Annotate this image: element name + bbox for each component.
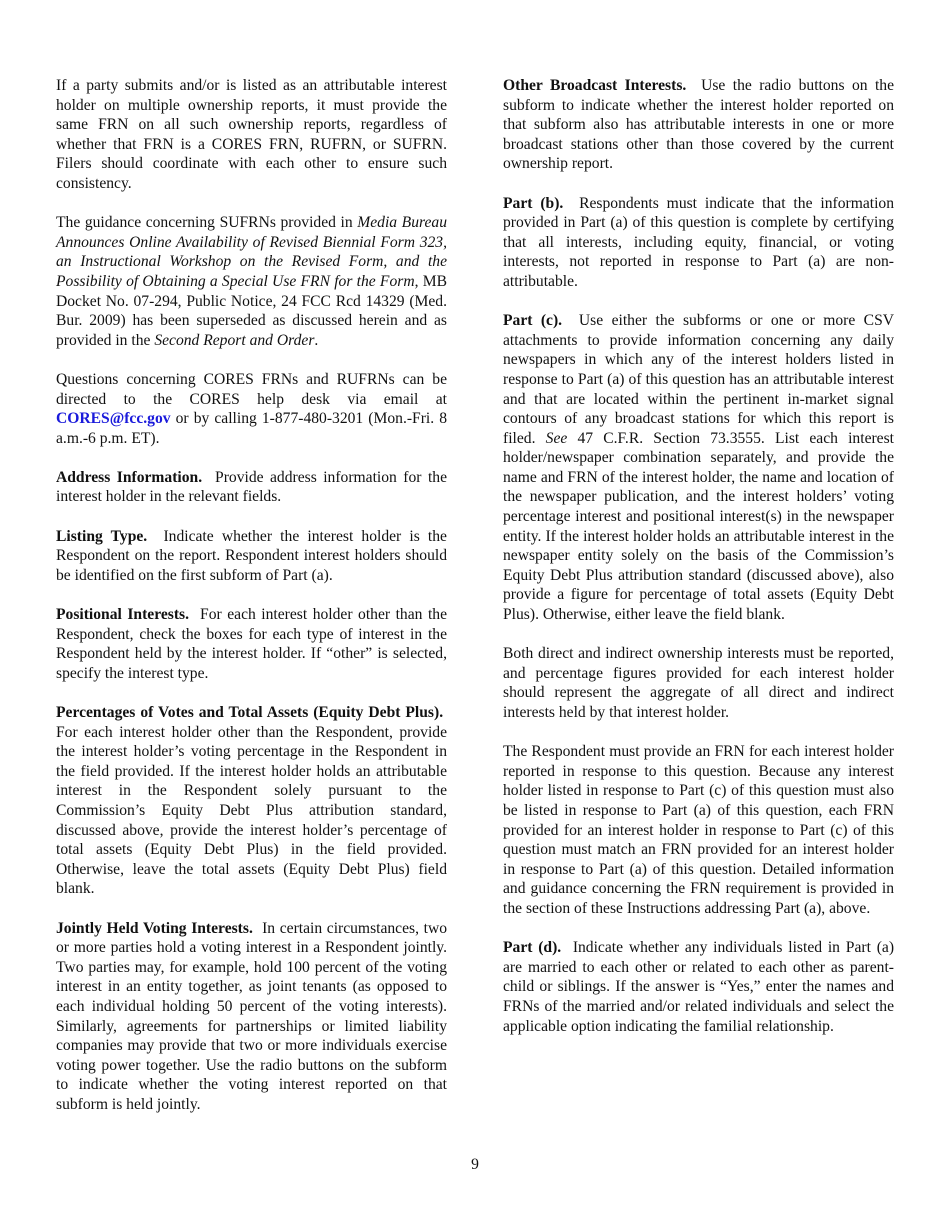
- heading-positional-interests: Positional Interests.: [56, 606, 190, 624]
- heading-part-c: Part (c).: [503, 312, 563, 330]
- paragraph-same-frn: If a party submits and/or is listed as an attributable interest holder on multiple ownership reports, it must provide the same FRN on all such ownership reports, regardless of whether that FRN is a CORES FRN, RUFRN, or SUFRN. Filers should coordinate with each other to ensure such consistency.: [56, 77, 447, 192]
- heading-listing-type: Listing Type.: [56, 527, 148, 545]
- see-signal: See: [545, 429, 568, 447]
- paragraph-frn-requirement: The Respondent must provide an FRN for each interest holder reported in response to this question. Because any interest holder listed in response to Part (c) of this question must also be listed in response to Part (a) of this question, each FRN provided for an interest holder in response to Part (c) of this question must match an FRN provided for an interest holder in response to Part (a) of this question. Detailed information and guidance concerning the FRN requirement is provided in the section of these Instructions addressing Part (a), above.: [503, 743, 894, 917]
- paragraph-jointly-held: Jointly Held Voting Interests. In certain circumstances, two or more parties hold a voting interest in a Respondent jointly. Two parties may, for example, hold 100 percent of the voting interest in an entity together, as joint tenants (as opposed to each individual holding 50 percent of the voting interests). Similarly, agreements for partnerships or limited liability companies may provide that two or more individuals exercise voting power together. Use the radio buttons on the subform to indicate whether the voting interest reported on that subform is held jointly.: [56, 919, 448, 1113]
- public-notice-title: Media Bureau Announces Online Availability of Revised Biennial Form 323, an Instructional Workshop on the Revised Form, and the Possibility of Obtaining a Special Use FRN for the Form: [56, 214, 448, 290]
- page-number: 9: [471, 1156, 479, 1173]
- right-column: [503, 76, 894, 1056]
- paragraph-other-broadcast: Other Broadcast Interests. Use the radio buttons on the subform to indicate whether the interest holder reported on that subform also has attributable interests in one or more broadcast stations other than those covered by the current ownership report.: [503, 77, 894, 173]
- paragraph-part-b: Part (b). Respondents must indicate that the information provided in Part (a) of this question is complete by certifying that all interests, including equity, financial, or voting interests, not reported in response to Part (a) are non-attributable.: [503, 194, 895, 290]
- heading-part-d: Part (d).: [503, 939, 562, 957]
- paragraph-sufrn-guidance: The guidance concerning SUFRNs provided in Media Bureau Announces Online Availability of Revised Biennial Form 323, an Instructional Workshop on the Revised Form, and the Possibility of Obtaining a Special Use FRN for the Form, MB Docket No. 07-294, Public Notice, 24 FCC Rcd 14329 (Med. Bur. 2009) has been superseded as discussed herein and as provided in the Second Report and Order.: [56, 214, 448, 349]
- heading-jointly-held: Jointly Held Voting Interests.: [56, 919, 253, 937]
- paragraph-address-information: Address Information. Provide address information for the interest holder in the relevant fields.: [56, 468, 447, 506]
- paragraph-positional-interests: Positional Interests. For each interest holder other than the Respondent, check the boxes for each type of interest in the Respondent held by the interest holder. If “other” is selected, specify the interest type.: [56, 606, 448, 682]
- cores-email-link[interactable]: CORES@fcc.gov: [56, 410, 171, 428]
- paragraph-listing-type: Listing Type. Indicate whether the interest holder is the Respondent on the report. Respondent interest holders should be identified on the first subform of Part (a).: [56, 527, 447, 584]
- paragraph-part-c: Part (c). Use either the subforms or one or more CSV attachments to provide information concerning any daily newspapers in which any of the interest holders listed in response to Part (a) of this question has an attributable interest and that are located within the pertinent in-market signal contours of any broadcast stations for which this report is filed. See 47 C.F.R. Section 73.3555. List each interest holder/newspaper combination separately, and provide the name and FRN of the interest holder, the name and location of the newspaper publication, and the interest holders’ voting percentage interest and positional interest(s) in the newspaper entity. If the interest holder holds an attributable interest in the newspaper entity solely on the basis of the Commission’s Equity Debt Plus attribution standard (discussed above), also provide a figure for percentage of total assets (Equity Debt Plus). Otherwise, either leave the field blank.: [503, 312, 895, 624]
- paragraph-part-d: Part (d). Indicate whether any individuals listed in Part (a) are married to each other or related to each other as parent-child or siblings. If the answer is “Yes,” enter the names and FRNs of the married and/or related individuals and select the applicable option indicating the familial relationship.: [503, 939, 895, 1035]
- heading-address-information: Address Information.: [56, 468, 203, 486]
- paragraph-direct-indirect: Both direct and indirect ownership interests must be reported, and percentage figures provided for each interest holder should represent the aggregate of all direct and indirect interests held by that interest holder.: [503, 645, 894, 721]
- paragraph-cores-help: Questions concerning CORES FRNs and RUFRNs can be directed to the CORES help desk via email at CORES@fcc.gov or by calling 1-877-480-3201 (Mon.-Fri. 8 a.m.-6 p.m. ET).: [56, 370, 447, 447]
- heading-part-b: Part (b).: [503, 194, 564, 212]
- heading-other-broadcast: Other Broadcast Interests.: [503, 77, 687, 94]
- heading-percentages: Percentages of Votes and Total Assets (Equity Debt Plus).: [56, 704, 444, 721]
- report-order-title: Second Report and Order: [154, 331, 315, 349]
- paragraph-percentages: Percentages of Votes and Total Assets (Equity Debt Plus). For each interest holder other than the Respondent, provide the interest holder’s voting percentage in the Respondent in the field provided. If the interest holder holds an attributable interest in the Respondent solely pursuant to the Commission’s Equity Debt Plus attribution standard, discussed above, provide the interest holder’s percentage of total assets (Equity Debt Plus) in the field provided. Otherwise, leave the total assets (Equity Debt Plus) field blank.: [56, 704, 447, 898]
- left-column: [56, 76, 447, 1134]
